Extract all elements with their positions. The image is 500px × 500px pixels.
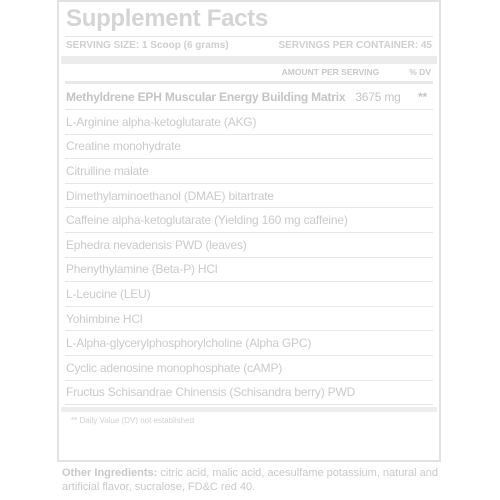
ingredient-row: L-Arginine alpha-ketoglutarate (AKG)	[65, 110, 433, 135]
matrix-name: Methyldrene EPH Muscular Energy Building Matrix	[66, 89, 346, 104]
panel-title: Supplement Facts	[66, 5, 268, 32]
matrix-row	[65, 84, 433, 110]
dv-footnote: ** Daily Value (DV) not established	[71, 416, 195, 426]
ingredient-row: L-Leucine (LEU)	[65, 282, 433, 307]
supplement-facts-panel	[57, 0, 441, 462]
ingredient-row: Caffeine alpha-ketoglutarate (Yielding 160 mg caffeine)	[65, 208, 433, 233]
serving-size: SERVING SIZE: 1 Scoop (6 grams)	[66, 40, 229, 51]
other-ingredients	[62, 466, 442, 494]
ingredient-row: Yohimbine HCl	[65, 307, 433, 332]
amount-header: AMOUNT PER SERVING	[281, 67, 380, 77]
ingredient-row: Citrulline malate	[65, 159, 433, 184]
dv-header: % DV	[409, 67, 431, 77]
ingredient-list	[65, 110, 433, 405]
other-ingredients-label: Other Ingredients:	[62, 467, 158, 479]
column-header	[65, 64, 433, 84]
ingredient-row: Creatine monohydrate	[65, 135, 433, 160]
divider-bar	[61, 56, 437, 64]
ingredient-row: Ephedra nevadensis PWD (leaves)	[65, 233, 433, 258]
matrix-amount: 3675 mg	[355, 89, 401, 104]
ingredient-row: Cyclic adenosine monophosphate (cAMP)	[65, 356, 433, 381]
ingredient-row: Phenythylamine (Beta-P) HCl	[65, 258, 433, 283]
serving-info	[65, 36, 433, 56]
ingredient-row: Fructus Schisandrae Chinensis (Schisandra berry) PWD	[65, 381, 433, 406]
matrix-dv: **	[418, 89, 427, 104]
servings-per-container: SERVINGS PER CONTAINER: 45	[278, 40, 432, 51]
ingredient-row: L-Alpha-glycerylphosphorylcholine (Alpha GPC)	[65, 331, 433, 356]
ingredient-row: Dimethylaminoethanol (DMAE) bitartrate	[65, 184, 433, 209]
other-ingredients-text: citric acid, malic acid, acesulfame potassium, natural and artificial flavor, sucralose, FD&C red 40.	[62, 467, 438, 493]
